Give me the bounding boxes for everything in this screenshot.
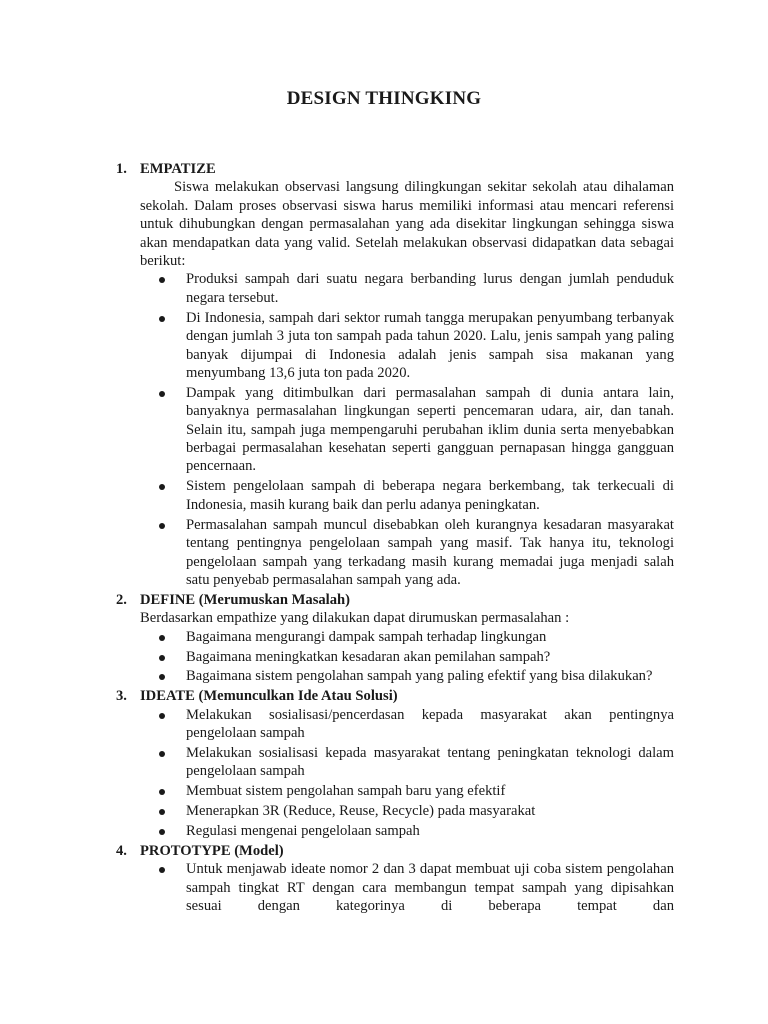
bullet-icon: [159, 391, 165, 397]
bullet-icon: [159, 277, 165, 283]
bullet-icon: [159, 635, 165, 641]
bullet-icon: [159, 789, 165, 795]
list-item: Membuat sistem pengolahan sampah baru yang efektif: [140, 782, 674, 800]
list-item: Melakukan sosialisasi kepada masyarakat tentang peningkatan teknologi dalam pengelolaan sampah: [140, 744, 674, 781]
bullet-list: [140, 706, 674, 841]
section-heading: [116, 842, 674, 860]
bullet-icon: [159, 523, 165, 529]
section-prototype: [116, 842, 674, 916]
document-content: [116, 160, 674, 917]
section-heading: [116, 687, 674, 705]
list-item: Bagaimana sistem pengolahan sampah yang paling efektif yang bisa dilakukan?: [140, 667, 674, 685]
document-title: DESIGN THINGKING: [286, 88, 482, 109]
list-item: Permasalahan sampah muncul disebabkan oleh kurangnya kesadaran masyarakat tentang pentingnya pengelolaan sampah yang masif. Tak hanya itu, teknologi pengelolaan sampah yang terkadang masih kurang memadai juga menjadi salah satu penyebab permasalahan sampah yang ada.: [140, 516, 674, 590]
section-title: IDEATE (Memunculkan Ide Atau Solusi): [140, 688, 398, 705]
list-item: Dampak yang ditimbulkan dari permasalahan sampah di dunia antara lain, banyaknya permasalahan lingkungan seperti pencemaran udara, air, dan tanah. Selain itu, sampah juga mempengaruhi perubahan iklim dunia serta menyebabkan berbagai permasalahan kesehatan seperti gangguan pernapasan hingga gangguan pencernaan.: [140, 384, 674, 476]
bullet-list: [140, 860, 674, 915]
bullet-icon: [159, 867, 165, 873]
section-title: DEFINE (Merumuskan Masalah): [140, 591, 350, 608]
bullet-list: [140, 628, 674, 686]
list-item: Di Indonesia, sampah dari sektor rumah tangga merupakan penyumbang terbanyak dengan jumlah 3 juta ton sampah pada tahun 2020. Lalu, jenis sampah yang paling banyak dijumpai di Indonesia adalah jenis sampah sisa makanan yang menyumbang 13,6 juta ton pada 2020.: [140, 309, 674, 383]
bullet-icon: [159, 829, 165, 835]
bullet-icon: [159, 674, 165, 680]
bullet-icon: [159, 655, 165, 661]
section-number: 3.: [116, 688, 127, 705]
section-intro: Berdasarkan empathize yang dilakukan dapat dirumuskan permasalahan :: [140, 610, 570, 627]
section-heading: [116, 591, 674, 609]
list-item: Bagaimana mengurangi dampak sampah terhadap lingkungan: [140, 628, 674, 646]
section-ideate: [116, 687, 674, 840]
section-heading: [116, 160, 674, 178]
section-define: [116, 591, 674, 686]
section-number: 4.: [116, 843, 127, 860]
list-item: Melakukan sosialisasi/pencerdasan kepada masyarakat akan pentingnya pengelolaan sampah: [140, 706, 674, 743]
section-title: EMPATIZE: [140, 161, 216, 177]
bullet-icon: [159, 751, 165, 757]
list-item: Produksi sampah dari suatu negara berbanding lurus dengan jumlah penduduk negara tersebut.: [140, 270, 674, 307]
list-item: Regulasi mengenai pengelolaan sampah: [140, 822, 674, 840]
list-item: Sistem pengelolaan sampah di beberapa negara berkembang, tak terkecuali di Indonesia, masih kurang baik dan perlu adanya peningkatan.: [140, 477, 674, 514]
list-item: Untuk menjawab ideate nomor 2 dan 3 dapat membuat uji coba sistem pengolahan sampah tingkat RT dengan cara membangun tempat sampah yang dipisahkan sesuai dengan kategorinya di beberapa tempat dan: [140, 860, 674, 915]
section-paragraph: Siswa melakukan observasi langsung dilingkungan sekitar sekolah atau dihalaman sekolah. Dalam proses observasi siswa harus memiliki informasi atau mencari referensi untuk dihubungkan dengan permasalahan yang ada disekitar lingkungan sehingga siswa akan mendapatkan data yang valid. Setelah melakukan observasi didapatkan data sebagai berikut:: [140, 179, 674, 270]
bullet-icon: [159, 484, 165, 490]
bullet-icon: [159, 713, 165, 719]
list-item: Menerapkan 3R (Reduce, Reuse, Recycle) pada masyarakat: [140, 802, 674, 820]
list-item: Bagaimana meningkatkan kesadaran akan pemilahan sampah?: [140, 648, 674, 666]
section-number: 1.: [116, 161, 127, 177]
section-title: PROTOTYPE (Model): [140, 843, 284, 860]
bullet-icon: [159, 316, 165, 322]
bullet-list: [140, 270, 674, 589]
section-number: 2.: [116, 591, 127, 608]
section-empatize: [116, 160, 674, 589]
bullet-icon: [159, 809, 165, 815]
